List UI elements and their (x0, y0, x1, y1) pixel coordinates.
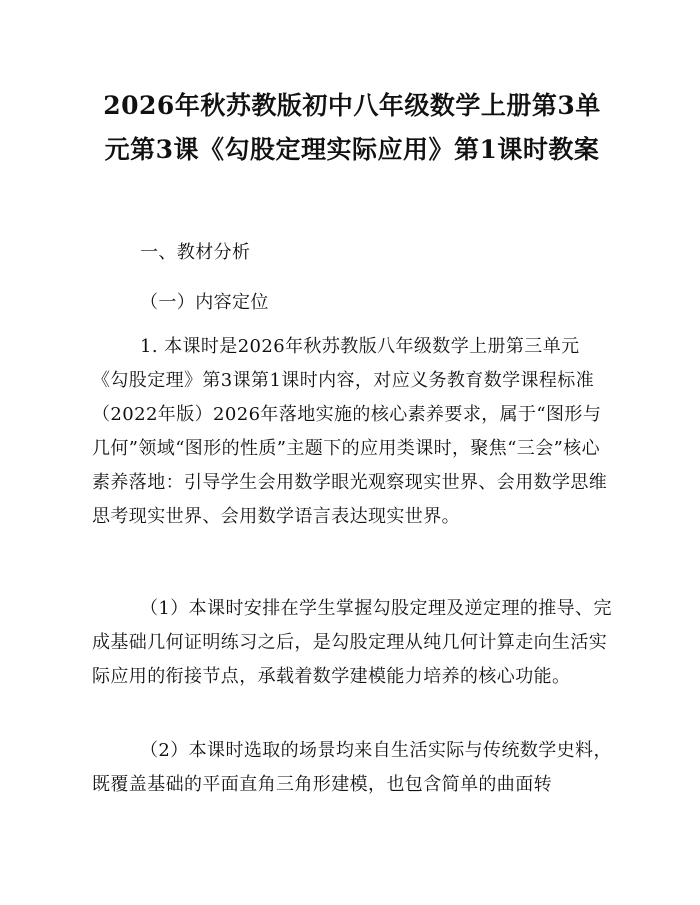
body-paragraph: 1. 本课时是2026年秋苏教版八年级数学上册第三单元《勾股定理》第3课第1课时内容，对应义务教育数学课程标准（2022年版）2026年落地实施的核心素养要求，属于“图形与几何”领域“图形的性质”主题下的应用类课时，聚焦“三会”核心素养落地：引导学生会用数学眼光观察现实世界、会用数学思维思考现实世界、会用数学语言表达现实世界。 (92, 336, 608, 527)
body-paragraph: （1）本课时安排在学生掌握勾股定理及逆定理的推导、完成基础几何证明练习之后，是勾股定理从纯几何计算走向生活实际应用的衔接节点，承载着数学建模能力培养的核心功能。 (92, 598, 612, 687)
document-title: 2026年秋苏教版初中八年级数学上册第3单元第3课《勾股定理实际应用》第1课时教案 (103, 91, 601, 164)
subsection-heading: （一）内容定位 (140, 292, 269, 313)
section-heading: 一、教材分析 (140, 242, 251, 263)
body-paragraph: （2）本课时选取的场景均来自生活实际与传统数学史料，既覆盖基础的平面直角三角形建模，也包含简单的曲面转 (92, 740, 612, 795)
